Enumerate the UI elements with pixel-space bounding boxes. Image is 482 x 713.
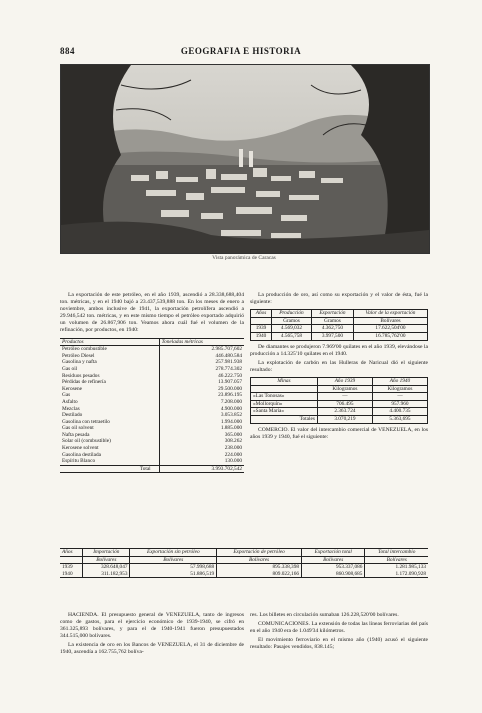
table-row bbox=[60, 419, 244, 426]
trade-r0c0: 1939 bbox=[62, 564, 73, 571]
product-tons: 2.985.707,602 bbox=[159, 346, 244, 353]
trade-u5: Bolívares bbox=[365, 556, 428, 564]
trade-r0c3: 895.338,398 bbox=[217, 564, 302, 571]
product-tons: 7.208.000 bbox=[159, 399, 244, 406]
gold-r1c3: 16.785,762'00 bbox=[353, 332, 427, 340]
product-tons: 46.222.750 bbox=[159, 373, 244, 380]
coal-r2c1: 2.363.724 bbox=[317, 408, 372, 416]
table-row bbox=[60, 399, 244, 406]
coal-r1c2: 957.960 bbox=[372, 400, 427, 408]
trade-r1c2: 51.886,519 bbox=[130, 571, 217, 578]
gold-intro: La producción de oro, así como su exportación y el valor de ésta, fué la siguiente: bbox=[250, 292, 428, 306]
gold-r1c1: 4.565,758 bbox=[272, 332, 312, 340]
trade-r0c2: 57.998,688 bbox=[130, 564, 217, 571]
page-number: 884 bbox=[60, 46, 75, 56]
coal-total-1939: 3.070,219 bbox=[317, 415, 372, 423]
gold-r0c2: 4.362,750 bbox=[311, 325, 353, 333]
hacienda-text: HACIENDA. El presupuesto general de VENEZUELA, tanto de ingresos como de gastos, para el ejercicio económico de 1939-1940, se cifró en 361.325,893 bolívares, y para el de 1940-1941 fueron presupuestados 344.515,000 bolívares. bbox=[60, 612, 244, 640]
product-name: Asfalto bbox=[62, 398, 78, 405]
product-name: Gasolina destilada bbox=[62, 451, 101, 458]
product-tons: 130.000 bbox=[159, 458, 244, 465]
photo-caption: Vista panorámica de Caracas bbox=[212, 255, 276, 261]
trade-h2: Exportación sin petróleo bbox=[130, 549, 217, 557]
coal-u0 bbox=[251, 385, 318, 393]
coal-r0c0: «Las Tonosas» bbox=[251, 393, 318, 401]
gold-u3: Bolívares bbox=[353, 317, 427, 325]
trade-table-wrap bbox=[60, 548, 428, 578]
gold-r0c0: 1939 bbox=[251, 325, 272, 333]
coal-total-1940: 5.363,695 bbox=[372, 415, 427, 423]
trade-r1c1: 311.182,953 bbox=[83, 571, 130, 578]
trade-u2: Bolívares bbox=[130, 556, 217, 564]
product-tons: 4.900.000 bbox=[159, 406, 244, 413]
right-column bbox=[250, 292, 428, 443]
coal-h1: Año 1939 bbox=[317, 377, 372, 385]
coal-u2: Kilogramos bbox=[372, 385, 427, 393]
trade-r0c1: 328.648,047 bbox=[83, 564, 130, 571]
banknotes-text: res. Los billetes en circulación sumaban 126.228,520'00 bolívares. bbox=[250, 612, 399, 618]
product-tons: 308.262 bbox=[159, 438, 244, 445]
product-name: Pérdidas de refinería bbox=[62, 379, 106, 386]
product-tons: 1.994.000 bbox=[159, 419, 244, 426]
table-row bbox=[60, 359, 244, 366]
coal-total-label: Totales bbox=[251, 415, 318, 423]
rail-traffic-text: El movimiento ferroviario en el mismo año (1940) acusó el siguiente resultado: Pasajes vendidos, 838.145; bbox=[250, 637, 428, 651]
coal-r2c2: 4.400.735 bbox=[372, 408, 427, 416]
trade-u0 bbox=[60, 556, 83, 564]
coal-r1c0: «Mollorquín» bbox=[251, 400, 318, 408]
coal-r1c1: 706.495 bbox=[317, 400, 372, 408]
trade-h5: Total intercambio bbox=[365, 549, 428, 557]
product-name: Solar oil (combustible) bbox=[62, 438, 111, 445]
table-row bbox=[60, 366, 244, 373]
product-tons: 3.053.852 bbox=[159, 412, 244, 419]
commerce-text: COMERCIO. El valor del intercambio comercial de VENEZUELA, en los años 1939 y 1940, fué el siguiente: bbox=[250, 426, 428, 440]
trade-r1c5: 1.172.090,928 bbox=[365, 571, 428, 578]
running-title: GEOGRAFIA E HISTORIA bbox=[180, 46, 302, 56]
coal-r2c0: «Santa María» bbox=[251, 408, 318, 416]
product-tons: 224.000 bbox=[159, 452, 244, 459]
product-tons: 23.896.195 bbox=[159, 392, 244, 399]
gold-r0c1: 4.569,032 bbox=[272, 325, 312, 333]
total-value: 3.993.702,542 bbox=[159, 465, 244, 473]
total-label: Total bbox=[60, 465, 159, 473]
product-name: Gasolina y nafta bbox=[62, 359, 97, 366]
coal-h0: Minas bbox=[251, 377, 318, 385]
table-row bbox=[60, 412, 244, 419]
table-row bbox=[60, 386, 244, 393]
product-name: Espíritu Blanco bbox=[62, 458, 96, 465]
trade-table bbox=[60, 548, 428, 578]
table-row bbox=[60, 452, 244, 459]
table-row bbox=[60, 379, 244, 386]
gold-banks-text: La existencia de oro en los Bancos de VENEZUELA, el 31 de diciembre de 1940, ascendía a 162.755,762 bolíva- bbox=[60, 642, 244, 656]
trade-r1c0: 1940 bbox=[62, 570, 73, 577]
product-name: Kerosene solvent bbox=[62, 445, 99, 452]
product-tons: 13.907.057 bbox=[159, 379, 244, 386]
coal-table bbox=[250, 377, 428, 424]
petroleum-intro: La exportación de este petróleo, en el año 1939, ascendió a 28.338,688,404 ton. métricas, y en el 1940 bajó a 23.437,539,888 ton. En los meses de enero a noviembre, ambos inclusive de 1941, la exportación petrolífera ascendió a 29.946,542 ton. métricas, y en este mismo tiempo el petróleo exportado adquirió un volumen de 26.867,906 ton. Veamos ahora cuál fué el volumen de la refinación, por productos, en 1940: bbox=[60, 292, 244, 334]
trade-r1c4: 860.908,685 bbox=[301, 571, 364, 578]
gold-u0 bbox=[251, 317, 272, 325]
gold-u1: Gramos bbox=[272, 317, 312, 325]
gold-r1c0: 1940 bbox=[251, 332, 272, 340]
photo-image bbox=[61, 65, 429, 253]
product-tons: 29.500.000 bbox=[159, 386, 244, 393]
refining-table bbox=[60, 338, 244, 474]
coal-r0c2: — bbox=[372, 393, 427, 401]
gold-r1c2: 3.997,500 bbox=[311, 332, 353, 340]
product-name: Gasolina con tetraetilo bbox=[62, 418, 110, 425]
product-name: Mezclas bbox=[62, 405, 80, 412]
product-name: Petróleo Diesel bbox=[62, 352, 95, 359]
product-tons: 238.000 bbox=[159, 445, 244, 452]
trade-u4: Bolívares bbox=[301, 556, 364, 564]
coal-h2: Año 1940 bbox=[372, 377, 427, 385]
product-name: Residuos pesados bbox=[62, 372, 100, 379]
product-name: Destilado bbox=[62, 412, 83, 419]
gold-u2: Gramos bbox=[311, 317, 353, 325]
running-header bbox=[60, 46, 422, 56]
product-tons: 1.885.000 bbox=[159, 425, 244, 432]
left-column bbox=[60, 292, 244, 473]
table-row bbox=[60, 425, 244, 432]
trade-h4: Exportación total bbox=[301, 549, 364, 557]
table-row bbox=[60, 406, 244, 413]
coal-r0c1: — bbox=[317, 393, 372, 401]
col-products: Productos bbox=[60, 338, 159, 346]
gold-h1: Producción bbox=[272, 310, 312, 318]
product-name: Petróleo combustible bbox=[62, 346, 107, 353]
trade-r0c4: 953.337,086 bbox=[301, 564, 364, 571]
trade-h3: Exportación de petróleo bbox=[217, 549, 302, 557]
product-tons: 446.480.584 bbox=[159, 353, 244, 360]
coal-intro: La explotación de carbón en las Hulleras de Naricual dió el siguiente resultado: bbox=[250, 359, 428, 373]
product-name: Gas oil bbox=[62, 365, 78, 372]
product-tons: 365.000 bbox=[159, 432, 244, 439]
trade-u3: Bolívares bbox=[217, 556, 302, 564]
hacienda-section bbox=[60, 612, 244, 659]
trade-h1: Importación bbox=[83, 549, 130, 557]
trade-h0: Años bbox=[60, 549, 83, 557]
gold-h0: Años bbox=[251, 310, 272, 318]
trade-u1: Bolívares bbox=[83, 556, 130, 564]
communications-section bbox=[250, 612, 428, 653]
product-name: Gas oil solvent bbox=[62, 425, 94, 432]
table-row bbox=[60, 458, 244, 465]
coal-u1: Kilogramos bbox=[317, 385, 372, 393]
gold-h2: Exportación bbox=[311, 310, 353, 318]
photo-caracas bbox=[60, 64, 430, 254]
gold-r0c3: 17.622,504'00 bbox=[353, 325, 427, 333]
product-tons: 278.774.302 bbox=[159, 366, 244, 373]
diamond-text: De diamantes se produjeron 7.969'00 quilates en el año 1939, elevándose la producción a 14.325'10 quilates en el 1940. bbox=[250, 343, 428, 357]
trade-r1c3: 809.022,166 bbox=[217, 571, 302, 578]
product-name: Kerosene bbox=[62, 385, 83, 392]
table-row bbox=[60, 445, 244, 452]
product-name: Gas bbox=[62, 392, 71, 399]
gold-h3: Valor de la exportación bbox=[353, 310, 427, 318]
trade-r0c5: 1.281.985,133 bbox=[365, 564, 428, 571]
table-row bbox=[60, 438, 244, 445]
table-row bbox=[60, 346, 244, 353]
col-tons: Toneladas métricas bbox=[159, 338, 244, 346]
gold-table bbox=[250, 309, 428, 340]
product-tons: 257.981.938 bbox=[159, 359, 244, 366]
product-name: Nafta pesada bbox=[62, 431, 90, 438]
table-row bbox=[60, 392, 244, 399]
railways-text: COMUNICACIONES. La extensión de todas las líneas ferroviarias del país en el año 1940 era de 1.049'34 kilómetros. bbox=[250, 621, 428, 635]
